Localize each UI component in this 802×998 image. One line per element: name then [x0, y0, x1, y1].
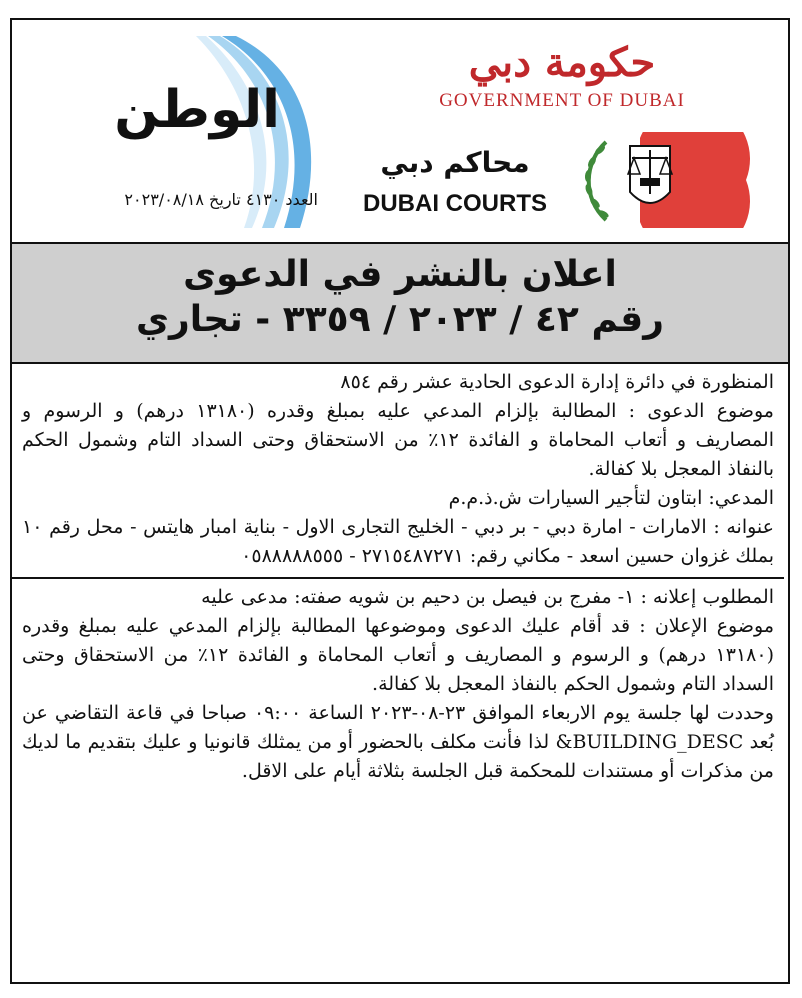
courts-logo	[352, 132, 772, 232]
section-divider	[12, 577, 784, 579]
title-line-1: اعلان بالنشر في الدعوى	[183, 254, 617, 295]
government-name-ar: حكومة دبي	[468, 39, 656, 86]
newspaper-name: الوطن	[114, 80, 280, 140]
notice-subject-paragraph: موضوع الإعلان : قد أقام عليك الدعوى وموضوعها المطالبة بإلزام المدعي عليه بمبلغ وقدره (١٣١٨٠ درهم) و الرسوم و المصاريف و أتعاب المحاماة و الفائدة ١٢٪ من الاستحقاق وحتى السداد التام وشمول الحكم بالنفاذ المعجل بلا كفالة.	[22, 615, 774, 695]
title-line-2: رقم ٤٢ / ٢٠٢٣ / ٣٣٥٩ - تجاري	[136, 299, 664, 340]
courts-name-ar: محاكم دبي	[380, 146, 530, 179]
issue-line: العدد ٤١٣٠ تاريخ ٢٠٢٣/٠٨/١٨	[124, 190, 318, 209]
announcement-frame	[10, 18, 790, 984]
notified-party-paragraph: المطلوب إعلانه : ١- مفرج بن فيصل بن دحيم بن شويه صفته: مدعى عليه	[201, 586, 774, 608]
case-subject-paragraph: موضوع الدعوى : المطالبة بإلزام المدعي عليه بمبلغ وقدره (١٣١٨٠ درهم) و الرسوم و المصاريف و أتعاب المحاماة و الفائدة ١٢٪ من الاستحقاق وحتى السداد التام وشمول الحكم بالنفاذ المعجل بلا كفالة.	[22, 400, 774, 480]
government-name-en: GOVERNMENT OF DUBAI	[439, 90, 685, 111]
plaintiff-address-paragraph: عنوانه : الامارات - امارة دبي - بر دبي - الخليج التجارى الاول - بناية امبار هايتس - محل رقم ١٠ بملك غزوان حسين اسعد - مكاني رقم: ٢٧١٥٤٨٧٢٧١ - ٠٥٨٨٨٨٨٥٥٥	[22, 516, 774, 567]
hearing-paragraph: وحددت لها جلسة يوم الاربعاء الموافق ٢٣-٠٨-٢٠٢٣ الساعة ٠٩:٠٠ صباحا في قاعة التقاضي عن بُعد BUILDING_DESC& لذا فأنت مكلف بالحضور أو من يمثلك قانونيا و عليك بتقديم ما لديك من مذكرات أو مستندات للمحكمة قبل الجلسة بثلاثة أيام على الاقل.	[22, 702, 774, 782]
title-band	[12, 242, 788, 364]
plaintiff-paragraph: المدعي: ابتاون لتأجير السيارات ش.ذ.م.م	[448, 487, 774, 509]
announcement-body	[22, 368, 774, 786]
courts-emblem-icon	[570, 132, 760, 228]
newspaper-masthead	[22, 32, 322, 232]
header	[12, 20, 788, 242]
courts-name-en: DUBAI COURTS	[363, 190, 547, 217]
government-logo	[412, 39, 712, 112]
court-circuit-paragraph: المنظورة في دائرة إدارة الدعوى الحادية عشر رقم ٨٥٤	[340, 371, 774, 393]
